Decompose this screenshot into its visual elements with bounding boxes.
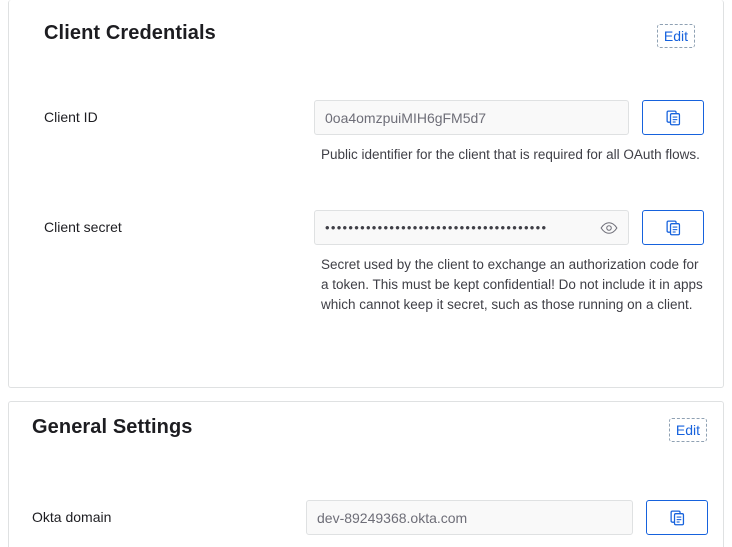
edit-general-settings-button[interactable]: Edit xyxy=(669,418,707,442)
client-id-control xyxy=(314,100,704,135)
copy-icon xyxy=(669,509,686,526)
copy-icon xyxy=(665,219,682,236)
client-secret-label: Client secret xyxy=(44,219,122,235)
client-secret-control xyxy=(314,210,704,245)
okta-domain-label: Okta domain xyxy=(32,509,112,525)
copy-icon xyxy=(665,109,682,126)
edit-client-credentials-button[interactable]: Edit xyxy=(657,24,695,48)
eye-icon[interactable] xyxy=(600,221,618,235)
copy-client-id-button[interactable] xyxy=(642,100,704,135)
okta-domain-input[interactable] xyxy=(306,500,633,535)
general-settings-header xyxy=(9,402,723,462)
client-id-value: 0oa4omzpuiMIH6gFM5d7 xyxy=(325,109,487,126)
client-credentials-header xyxy=(9,0,723,60)
copy-client-secret-button[interactable] xyxy=(642,210,704,245)
copy-okta-domain-button[interactable] xyxy=(646,500,708,535)
client-credentials-card xyxy=(8,0,724,388)
client-secret-input[interactable] xyxy=(314,210,629,245)
client-secret-value: •••••••••••••••••••••••••••••••••••••• xyxy=(325,220,548,235)
okta-domain-value: dev-89249368.okta.com xyxy=(317,509,468,526)
general-settings-title: General Settings xyxy=(32,416,193,438)
okta-domain-control xyxy=(306,500,708,535)
client-id-label: Client ID xyxy=(44,109,98,125)
page-title: Client Credentials xyxy=(44,22,216,44)
client-id-input[interactable] xyxy=(314,100,629,135)
client-id-help-text: Public identifier for the client that is required for all OAuth flows. xyxy=(321,147,700,162)
client-secret-help-text: Secret used by the client to exchange an authorization code for a token. This must be kept confidential! Do not include it in apps which cannot keep it secret, such as those running on a client. xyxy=(321,257,703,312)
general-settings-card xyxy=(8,401,724,547)
